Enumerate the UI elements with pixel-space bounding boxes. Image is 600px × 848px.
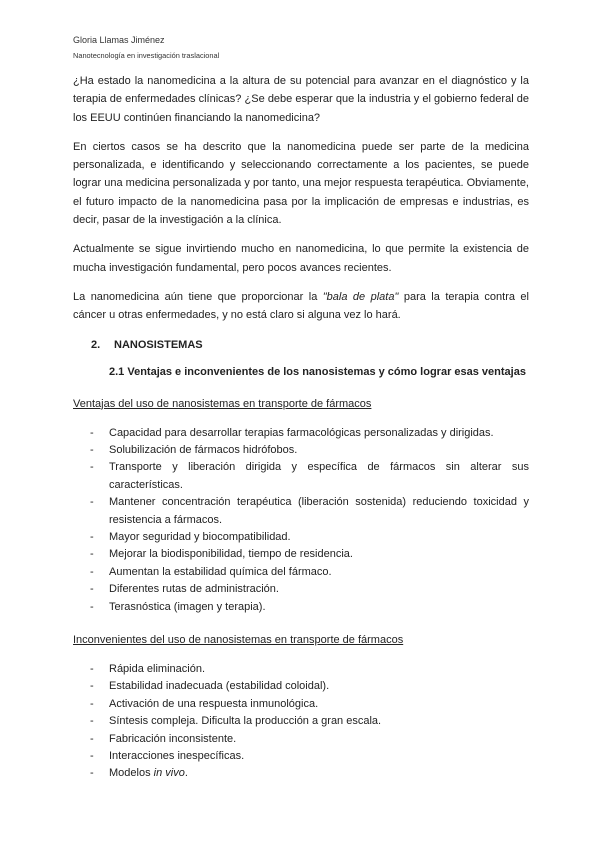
dash-bullet: - xyxy=(90,461,94,474)
list-item xyxy=(73,564,529,581)
list-item xyxy=(73,748,529,765)
list-item xyxy=(73,661,529,678)
list-item xyxy=(73,581,529,598)
paragraph-text: para la terapia contra el cáncer u otras enfermedades, y no está claro si alguna vez lo hará. xyxy=(73,290,529,322)
list-item-text: Solubilización de fármacos hidrófobos. xyxy=(109,443,298,456)
dash-bullet: - xyxy=(90,548,94,561)
paragraph-italic-text: "bala de plata" xyxy=(322,290,399,303)
dash-bullet: - xyxy=(90,600,94,613)
dash-bullet: - xyxy=(90,663,94,676)
list-item-text: Diferentes rutas de administración. xyxy=(109,583,279,596)
list-item-italic-text: in vivo xyxy=(153,767,185,780)
dash-bullet: - xyxy=(90,443,94,456)
list-item-text: Estabilidad inadecuada (estabilidad coloidal). xyxy=(109,680,330,693)
dash-bullet: - xyxy=(90,715,94,728)
disadvantages-heading: Inconvenientes del uso de nanosistemas en transporte de fármacos xyxy=(73,634,404,647)
list-item xyxy=(73,678,529,695)
list-item-text: Terasnóstica (imagen y terapia). xyxy=(109,600,266,613)
header-author: Gloria Llamas Jiménez xyxy=(73,35,165,45)
list-item-text: Interacciones inespecíficas. xyxy=(109,750,245,763)
list-item-text: Transporte y liberación dirigida y específica de fármacos sin alterar sus características. xyxy=(109,461,529,491)
subsection-heading: 2.1 Ventajas e inconvenientes de los nanosistemas y cómo lograr esas ventajas xyxy=(109,365,526,378)
dash-bullet: - xyxy=(90,732,94,745)
list-item-text: Activación de una respuesta inmunológica. xyxy=(109,697,319,710)
list-item xyxy=(73,546,529,563)
list-item xyxy=(73,765,529,782)
dash-bullet: - xyxy=(90,583,94,596)
header-subtitle: Nanotecnología en investigación traslacional xyxy=(73,51,220,60)
dash-bullet: - xyxy=(90,750,94,763)
list-item xyxy=(73,442,529,459)
dash-bullet: - xyxy=(90,531,94,543)
dash-bullet: - xyxy=(90,767,94,780)
section-title: NANOSISTEMAS xyxy=(114,338,203,351)
list-item-text: Síntesis compleja. Dificulta la producción a gran escala. xyxy=(109,715,382,728)
list-item-text: Rápida eliminación. xyxy=(109,663,205,676)
page-content xyxy=(73,72,529,783)
list-item xyxy=(73,731,529,748)
advantages-heading: Ventajas del uso de nanosistemas en transporte de fármacos xyxy=(73,397,372,410)
dash-bullet: - xyxy=(90,680,94,693)
advantages-list xyxy=(73,425,529,616)
list-item-text: Modelos xyxy=(109,767,154,780)
list-item-text: Mejorar la biodisponibilidad, tiempo de residencia. xyxy=(109,548,353,561)
dash-bullet: - xyxy=(90,697,94,710)
dash-bullet: - xyxy=(90,426,94,439)
list-item xyxy=(73,494,529,529)
list-item-text: . xyxy=(184,767,188,780)
list-item xyxy=(73,599,529,616)
list-item xyxy=(73,696,529,713)
section-number: 2. xyxy=(91,338,101,351)
list-item xyxy=(73,459,529,494)
section-heading xyxy=(91,336,529,354)
list-item-text: Aumentan la estabilidad química del fármaco. xyxy=(109,565,332,578)
list-item xyxy=(73,529,529,546)
list-item xyxy=(73,713,529,730)
list-item-text: Capacidad para desarrollar terapias farmacológicas personalizadas y dirigidas. xyxy=(109,426,494,439)
list-item-text: Fabricación inconsistente. xyxy=(109,732,237,745)
disadvantages-list xyxy=(73,661,529,783)
paragraph: Actualmente se sigue invirtiendo mucho en nanomedicina, lo que permite la existencia de mucha investigación fundamental, pero pocos avances recientes. xyxy=(73,243,529,274)
dash-bullet: - xyxy=(90,496,94,509)
list-item-text: Mantener concentración terapéutica (liberación sostenida) reduciendo toxicidad y resistencia a fármacos. xyxy=(109,496,529,526)
paragraph: En ciertos casos se ha descrito que la nanomedicina puede ser parte de la medicina personalizada, e identificando y seleccionando correctamente a los pacientes, se puede lograr una medicina personalizada y por tanto, una mejor respuesta terapéutica. Obviamente, el futuro impacto de la nanomedicina pasa por la implicación de empresas e industrias, es decir, pasar de la investigación a la clínica. xyxy=(73,140,529,227)
list-item xyxy=(73,425,529,442)
list-item-text: Mayor seguridad y biocompatibilidad. xyxy=(109,531,291,543)
paragraph: ¿Ha estado la nanomedicina a la altura de su potencial para avanzar en el diagnóstico y la terapia de enfermedades clínicas? ¿Se debe esperar que la industria y el gobierno federal de los EEUU continúen financiando la nanomedicina? xyxy=(73,75,529,124)
paragraph-text: La nanomedicina aún tiene que proporcionar la xyxy=(73,290,323,303)
paragraph xyxy=(73,288,529,325)
dash-bullet: - xyxy=(90,565,94,578)
